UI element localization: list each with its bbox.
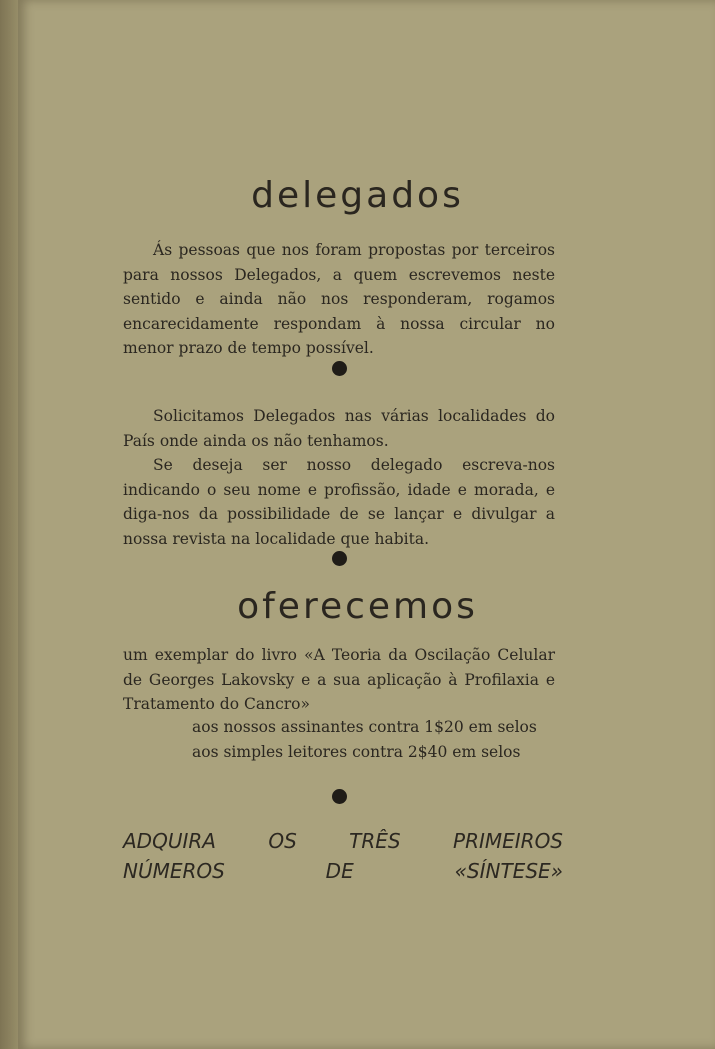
paragraph-proposed-delegates: Ás pessoas que nos foram propostas por terceiros para nossos Delegados, a quem escrevemos neste sentido e ainda não nos responderam, rogamos encarecidamente respondam à nossa circular no menor prazo de tempo possível. [123,241,555,357]
cta-line-2: NÚMEROS DE «SÍNTESE» [123,859,563,883]
cta-line-1: ADQUIRA OS TRÊS PRIMEIROS [123,829,563,853]
heading-delegados: delegados [251,175,464,216]
offer-price-readers: aos simples leitores contra 2$40 em selos [192,743,521,761]
paragraph-become-delegate: Se deseja ser nosso delegado escreva-nos indicando o seu nome e profissão, idade e morada, e diga-nos da possibilidade de se lançar e divulgar a nossa revista na localidade que habita. [123,456,555,548]
offer-price-subscribers: aos nossos assinantes contra 1$20 em selos [192,718,537,736]
heading-oferecemos: oferecemos [237,586,478,627]
bullet-ornament [332,551,347,566]
bullet-ornament [332,361,347,376]
bullet-ornament [332,789,347,804]
offer-description: um exemplar do livro «A Teoria da Oscilação Celular de Georges Lakovsky e a sua aplicação à Profilaxia e Tratamento do Cancro» [123,646,555,713]
paragraph-request-delegates: Solicitamos Delegados nas várias localidades do País onde ainda os não tenhamos. [123,407,555,450]
